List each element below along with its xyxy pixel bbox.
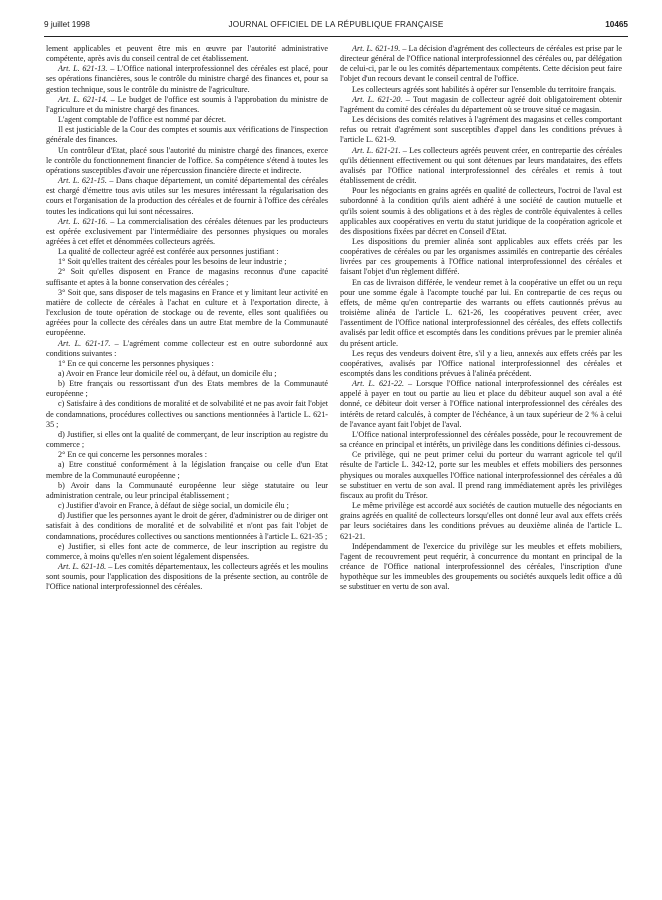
right-column [340, 44, 622, 592]
paragraph: Art. L. 621-13. – L'Office national interprofessionnel des céréales est placé, pour ses opérations financières, sous le contrôle du ministre chargé des finances et, pour sa gestion technique, sous le contrôle du ministre de l'agriculture. [46, 64, 328, 94]
paragraph: d) Justifier que les personnes ayant le droit de gérer, d'administrer ou de diriger ont satisfait à des conditions de moralité et de solvabilité et n'ont pas fait l'objet de condamnations, procédures collectives ou sanctions mentionnées à l'article L. 621-35 ; [46, 511, 328, 541]
paragraph: b) Avoir dans la Communauté européenne leur siège statutaire ou leur administration centrale, ou leur principal établissement ; [46, 480, 328, 500]
paragraph: 1° En ce qui concerne les personnes physiques : [58, 358, 214, 368]
paragraph: Art. L. 621-15. – Dans chaque département, un comité départemental des céréales est chargé d'émettre tous avis utiles sur les mesures intéressant la régularisation des cours et l'organisation de la production des céréales et de fournir à l'office des céréales toutes les indications qui lui sont nécessaires. [46, 176, 328, 216]
paragraph: Art. L. 621-21. – Les collecteurs agréés peuvent créer, en contrepartie des céréales qu'ils détiennent effectivement ou qui sont détenues par leurs mandataires, des effets avalisés par l'Office national interprofessionnel des céréales et remis à tout établissement de crédit. [340, 145, 623, 186]
paragraph: Les collecteurs agréés sont habilités à opérer sur l'ensemble du territoire français. [352, 84, 617, 94]
paragraph: d) Justifier, si elles ont la qualité de commerçant, de leur inscription au registre du commerce ; [46, 429, 328, 450]
article-number: Art. L. 621-17. [58, 338, 111, 348]
paragraph: 2° En ce qui concerne les personnes morales : [58, 450, 207, 460]
paragraph: L'agent comptable de l'office est nommé par décret. [58, 115, 226, 125]
header-rule [44, 36, 628, 37]
paragraph: Ce privilège, qui ne peut primer celui du porteur du warrant agricole tel qu'il résulte de l'article L. 342-12, porte sur les meubles et effets mobiliers des personnes physiques ou morales auxquelles l'Office national interprofessionnel des céréales a dû se substituer en vertu de son aval. Il prend rang immédiatement après les privilèges fiscaux au profit du Trésor. [340, 450, 622, 500]
article-number: Art. L. 621-15. [58, 176, 107, 186]
paragraph: Un contrôleur d'Etat, placé sous l'autorité du ministre chargé des finances, exerce le contrôle du fonctionnement financier de l'office. Sa compétence s'étend à toutes les opérations susceptibles d'avoir une répercussion financière directe et indirecte. [46, 145, 328, 175]
paragraph: Art. L. 621-17. – L'agrément comme collecteur est en outre subordonné aux conditions suivantes : [46, 338, 328, 358]
paragraph: Les reçus des vendeurs doivent être, s'il y a lieu, annexés aux effets créés par les coopératives, avalisés par l'Office national interprofessionnel des céréales et escomptés dans les conditions prévues à l'alinéa précédent. [340, 348, 622, 378]
paragraph: Il est justiciable de la Cour des comptes et soumis aux vérifications de l'inspection générale des finances. [46, 125, 328, 145]
paragraph: e) Justifier, si elles font acte de commerce, de leur inscription au registre du commerce, à moins qu'elles n'en soient légalement dispensées. [46, 541, 328, 561]
article-number: Art. L. 621-18. [58, 561, 107, 571]
paragraph: Le même privilège est accordé aux sociétés de caution mutuelle des négociants en grains agréés en qualité de collecteurs lorsqu'elles ont donné leur aval aux effets créés par leurs sociétaires dans les conditions prévues au deuxième alinéa de l'article L. 621-21. [340, 501, 622, 541]
left-column [46, 44, 328, 592]
paragraph: La qualité de collecteur agréé est conférée aux personnes justifiant : [58, 247, 279, 257]
article-number: Art. L. 621-22. [352, 379, 405, 389]
publication-date: 9 juillet 1998 [44, 20, 90, 29]
article-number: Art. L. 621-19. [352, 44, 401, 53]
paragraph: Pour les négociants en grains agréés en qualité de collecteurs, l'octroi de l'aval est subordonné à la condition qu'ils aient adhéré à une société de caution mutuelle et qu'ils soient soumis à des obligations et à des règles de contrôle équivalentes à celles applicables aux coopératives en vertu du statut juridique de la coopération agricole et des dispositions fixées par décret en Conseil d'Etat. [340, 186, 622, 236]
paragraph: c) Justifier d'avoir en France, à défaut de siège social, un domicile élu ; [58, 501, 289, 511]
paragraph: b) Etre français ou ressortissant d'un des Etats membres de la Communauté européenne ; [46, 379, 328, 399]
journal-title: JOURNAL OFFICIEL DE LA RÉPUBLIQUE FRANÇAISE [228, 20, 444, 29]
paragraph: Art. L. 621-14. – Le budget de l'office est soumis à l'approbation du ministre de l'agriculture et du ministre chargé des finances. [46, 94, 328, 114]
paragraph: En cas de livraison différée, le vendeur remet à la coopérative un effet ou un reçu pour une somme égale à l'acompte touché par lui. En contrepartie de ces reçus ou effets, de même qu'en contrepartie des warrants ou effets cautionnés prévus au troisième alinéa de l'article L. 621-26, les coopératives peuvent créer, avec l'assentiment de l'Office national interprofessionnel des céréales, des effets collectifs avalisés par ledit office et escomptés dans les conditions prévues par le premier alinéa du présent article. [340, 277, 622, 348]
article-number: Art. L. 621-21. [352, 145, 401, 155]
article-number: Art. L. 621-14. [58, 94, 108, 104]
paragraph: Art. L. 621-22. – Lorsque l'Office national interprofessionnel des céréales est appelé à payer en tout ou partie au lieu et place du débiteur auquel son aval a été donné, ce débiteur doit verser à l'Office national interprofessionnel des céréales des intérêts de retard calculés, à compter de l'échéance, à un taux supérieur de 2 % à celui de l'avance ayant fait l'objet de l'aval. [340, 379, 623, 429]
paragraph: a) Etre constitué conformément à la législation française ou celle d'un Etat membre de la Communauté européenne ; [46, 460, 328, 480]
paragraph: Les décisions des comités relatives à l'agrément des magasins et celles comportant refus ou retrait d'agrément sont susceptibles d'appel dans les conditions prévues à l'article L. 621-9. [340, 115, 622, 145]
paragraph: Art. L. 621-16. – La commercialisation des céréales détenues par les producteurs est opérée exclusivement par l'intermédiaire des personnes physiques ou morales agréées à cet effet et dénommées collecteurs agréés. [46, 216, 328, 246]
page-number: 10465 [605, 20, 628, 29]
paragraph: L'Office national interprofessionnel des céréales possède, pour le recouvrement de sa créance en principal et intérêts, un privilège dans les conditions définies ci-dessous. [340, 429, 622, 450]
paragraph: a) Avoir en France leur domicile réel ou, à défaut, un domicile élu ; [58, 369, 277, 378]
paragraph: lement applicables et peuvent être mis en œuvre par l'autorité administrative compétente, après avis du conseil central de cet établissement. [46, 44, 328, 64]
paragraph: Indépendamment de l'exercice du privilège sur les meubles et effets mobiliers, l'agent de recouvrement peut requérir, à concurrence du montant en principal de la créance de l'Office national interprofessionnel des céréales, l'inscription d'une hypothèque sur les immeubles des groupements ou sociétés auxquels ledit office a dû se substituer en vertu de son aval. [340, 541, 622, 592]
article-number: Art. L. 621-20. [352, 94, 403, 104]
paragraph: Art. L. 621-18. – Les comités départementaux, les collecteurs agréés et les moulins sont soumis, pour l'application des dispositions de la présente section, au contrôle de l'Office national interprofessionnel des céréales. [46, 561, 329, 592]
paragraph: Art. L. 621-19. – La décision d'agrément des collecteurs de céréales est prise par le directeur général de l'Office national interprofessionnel des céréales ou, par délégation de celui-ci, par le ou les comités départementaux compétents. Cette décision peut faire l'objet d'un recours devant le conseil central de l'office. [340, 44, 622, 84]
paragraph: 2° Soit qu'elles disposent en France de magasins reconnus d'une capacité suffisante et aptes à la bonne conservation des céréales ; [46, 267, 328, 287]
paragraph: 3° Soit que, sans disposer de tels magasins en France et y limitant leur activité en matière de collecte de céréales à l'achat en culture et à l'exportation directe, à l'exclusion de toute opération de stockage ou de revente, elles sont qualifiées ou agréées pour la collecte des céréales dans un autre Etat membre de la Communauté européenne. [46, 287, 328, 338]
paragraph: c) Satisfaire à des conditions de moralité et de solvabilité et ne pas avoir fait l'objet de condamnations, procédures collectives ou sanctions mentionnées à l'article L. 621-35 ; [46, 399, 328, 429]
paragraph: Les dispositions du premier alinéa sont applicables aux effets créés par les coopératives de céréales ou par les organismes assimilés en contrepartie des céréales livrées par ces groupements à l'Office national interprofessionnel des céréales et faisant l'objet d'un règlement différé. [340, 236, 622, 277]
page-header [44, 20, 628, 36]
article-number: Art. L. 621-16. [58, 216, 108, 226]
paragraph: 1° Soit qu'elles traitent des céréales pour les besoins de leur industrie ; [58, 257, 287, 267]
paragraph: Art. L. 621-20. – Tout magasin de collecteur agréé doit obligatoirement obtenir l'agrément du comité des céréales du département où se trouve situé ce magasin. [340, 94, 622, 114]
article-number: Art. L. 621-13. [58, 64, 108, 74]
